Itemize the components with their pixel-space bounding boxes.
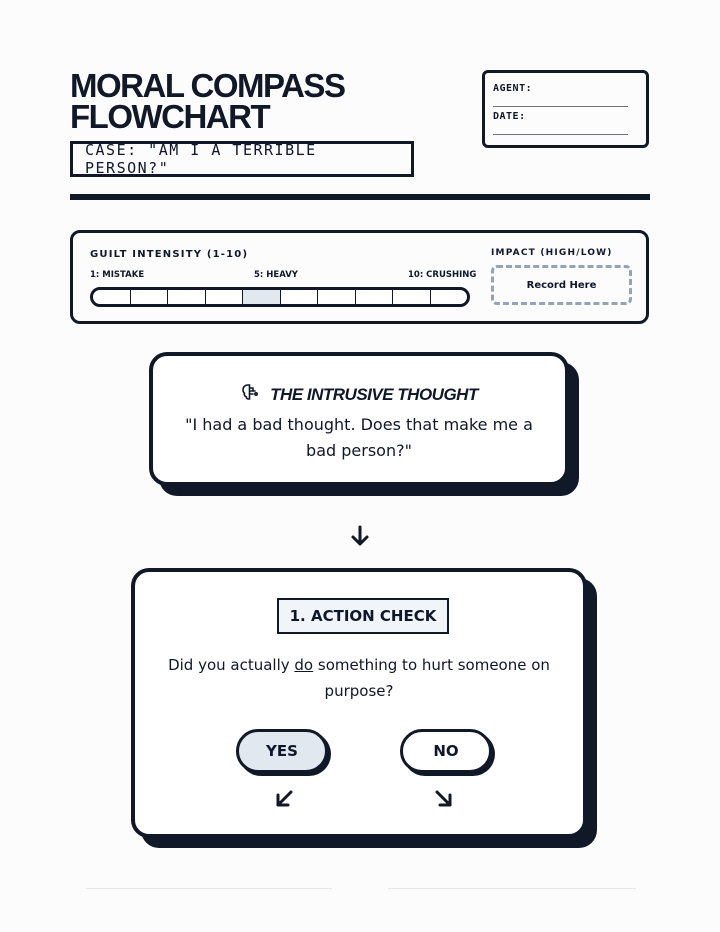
scale-segment-5[interactable] (243, 290, 281, 304)
action-check-card (131, 568, 587, 838)
title-line-1: MORAL COMPASS (70, 67, 345, 104)
scale-segment-8[interactable] (356, 290, 394, 304)
date-field[interactable] (493, 134, 628, 135)
scale-segment-3[interactable] (168, 290, 206, 304)
guilt-title: GUILT INTENSITY (1-10) (90, 249, 249, 260)
agent-label: AGENT: (493, 83, 533, 94)
intrusive-thought-card (149, 352, 569, 486)
thought-heading-row (153, 382, 565, 407)
scale-segment-1[interactable] (93, 290, 131, 304)
footer-line-right (388, 888, 636, 889)
question-emphasis: do (294, 656, 314, 674)
date-label: DATE: (493, 111, 526, 122)
title-line-2: FLOWCHART (70, 98, 270, 135)
guilt-scale[interactable] (90, 287, 470, 307)
scale-segment-9[interactable] (393, 290, 431, 304)
page-title (70, 67, 470, 135)
impact-record-field[interactable]: Record Here (491, 265, 632, 305)
impact-title: IMPACT (HIGH/LOW) (491, 248, 613, 258)
yes-button[interactable]: YES (236, 729, 328, 773)
action-question (165, 652, 553, 704)
scale-low-label: 1: MISTAKE (90, 270, 145, 280)
scale-mid-label: 5: HEAVY (254, 270, 298, 280)
guilt-panel (70, 230, 649, 324)
arrow-down-right-icon (433, 788, 455, 814)
scale-segment-6[interactable] (281, 290, 319, 304)
scale-segment-4[interactable] (206, 290, 244, 304)
agent-field[interactable] (493, 106, 628, 107)
agent-date-box (482, 70, 649, 148)
divider (70, 194, 650, 200)
footer-line-left (86, 888, 332, 889)
scale-high-label: 10: CRUSHING (408, 270, 477, 280)
step-label: 1. ACTION CHECK (277, 598, 449, 634)
thought-text: "I had a bad thought. Does that make me a bad person?" (185, 415, 533, 460)
case-label: CASE: "AM I A TERRIBLE PERSON?" (70, 141, 414, 177)
scale-segment-7[interactable] (318, 290, 356, 304)
arrow-down-left-icon (273, 788, 295, 814)
arrow-down-icon (348, 524, 372, 552)
scale-segment-2[interactable] (131, 290, 169, 304)
no-button[interactable]: NO (400, 729, 492, 773)
question-pre: Did you actually (168, 656, 295, 674)
scale-segment-10[interactable] (431, 290, 468, 304)
question-post: something to hurt someone on purpose? (313, 656, 550, 700)
thought-heading: THE INTRUSIVE THOUGHT (270, 384, 478, 404)
brain-icon (240, 382, 260, 407)
